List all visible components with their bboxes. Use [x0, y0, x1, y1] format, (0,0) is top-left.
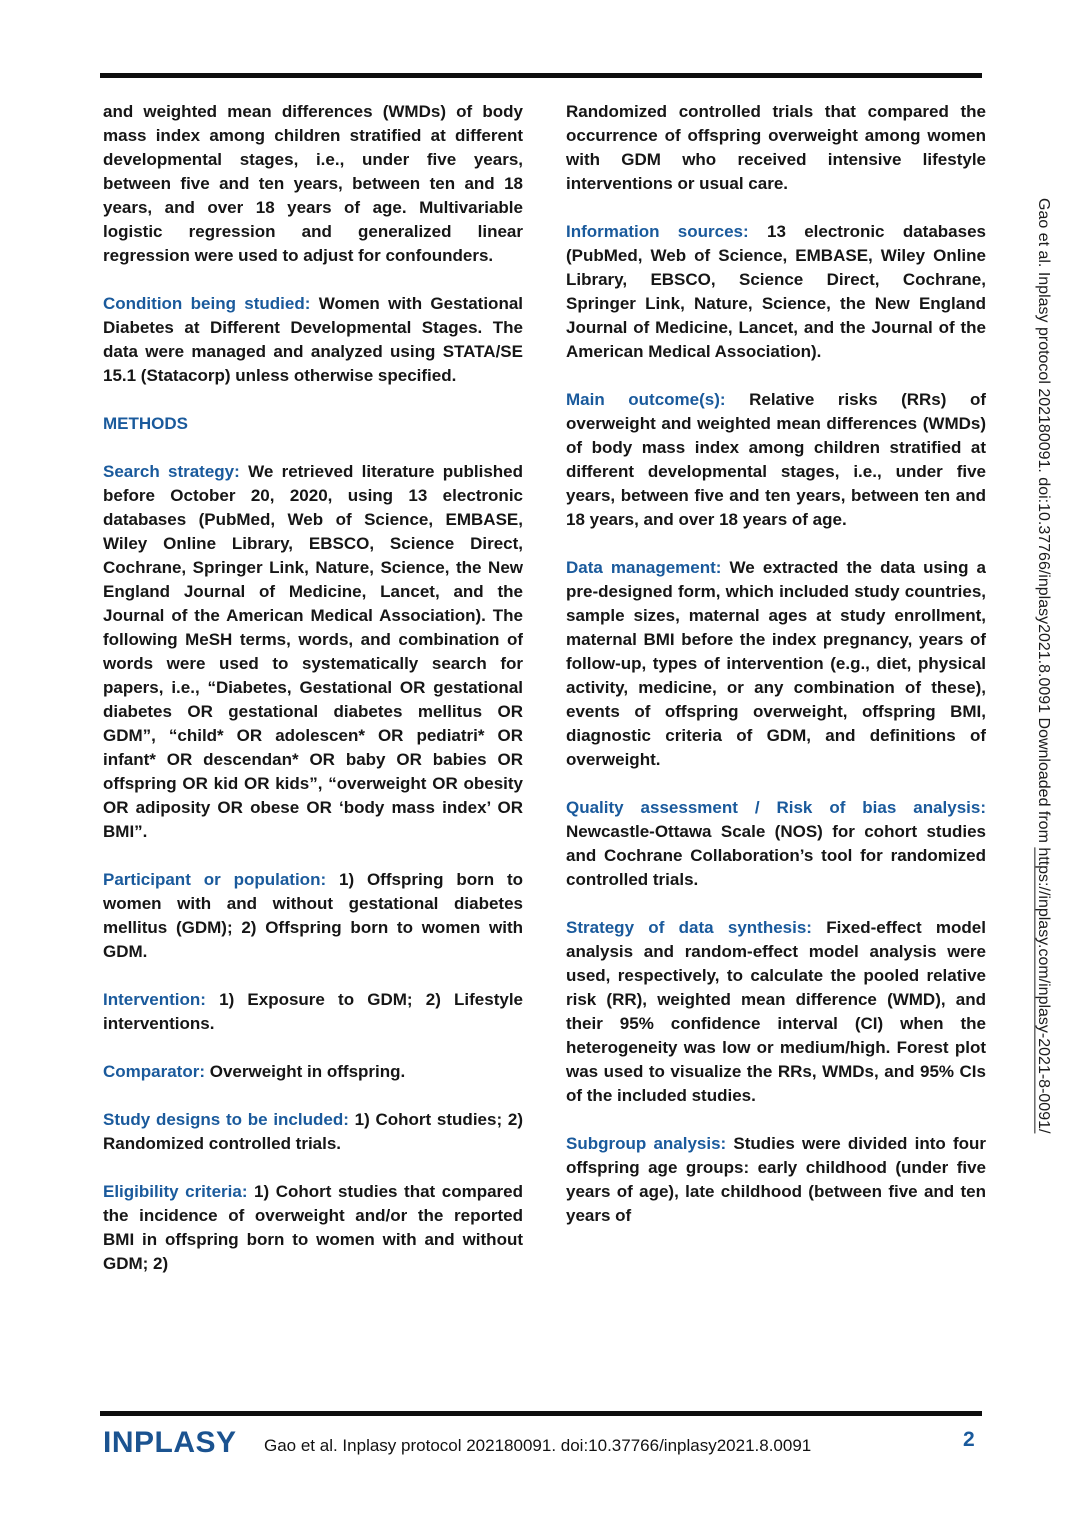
paragraph: Strategy of data synthesis: Fixed-effect model analysis and random-effect model analysis were used, respectively, to calculate the pooled relative risk (RR), weighted mean difference (WMD), and their 95% confidence interval (CI) when the heterogeneity was low or medium/high. Forest plot was used to visualize the RRs, WMDs, and 95% CIs of the included studies.: [566, 918, 986, 1105]
page-number: 2: [963, 1428, 975, 1451]
sidebar-citation: [1032, 198, 1054, 1133]
field-label: Participant or population:: [103, 870, 339, 889]
field-label: Intervention:: [103, 990, 220, 1009]
field-label: Eligibility criteria:: [103, 1182, 255, 1201]
field-label: Strategy of data synthesis:: [566, 918, 827, 937]
paragraph: Intervention: 1) Exposure to GDM; 2) Lifestyle interventions.: [103, 990, 523, 1033]
sidebar-citation-text: Gao et al. Inplasy protocol 202180091. doi:10.37766/inplasy2021.8.0091 Downloaded from: [1035, 198, 1052, 848]
field-label: Quality assessment / Risk of bias analysis:: [566, 798, 986, 817]
left-column: [103, 100, 523, 1400]
paragraph: Quality assessment / Risk of bias analysis: Newcastle-Ottawa Scale (NOS) for cohort studies and Cochrane Collaboration’s tool for randomized controlled trials.: [566, 798, 986, 889]
field-label: Search strategy:: [103, 462, 249, 481]
paragraph: Information sources: 13 electronic databases (PubMed, Web of Science, EMBASE, Wiley Online Library, EBSCO, Science Direct, Cochrane, Springer Link, Nature, Science, the New England Journal of Medicine, Lancet, and the Journal of the American Medical Association).: [566, 222, 986, 361]
field-label: Main outcome(s):: [566, 390, 750, 409]
paragraph: Participant or population: 1) Offspring born to women with and without gestational diabetes mellitus (GDM); 2) Offspring born to women with GDM.: [103, 870, 523, 961]
field-label: Condition being studied:: [103, 294, 319, 313]
footer-citation: Gao et al. Inplasy protocol 202180091. doi:10.37766/inplasy2021.8.0091: [264, 1436, 812, 1455]
right-column: [566, 100, 986, 1400]
paragraph: Study designs to be included: 1) Cohort studies; 2) Randomized controlled trials.: [103, 1110, 523, 1153]
field-label: Subgroup analysis:: [566, 1134, 734, 1153]
paragraph: Search strategy: We retrieved literature published before October 20, 2020, using 13 electronic databases (PubMed, Web of Science, EMBASE, Wiley Online Library, EBSCO, Science Direct, Cochrane, Springer Link, Nature, Science, the New England Journal of Medicine, Lancet, and the Journal of the American Medical Association). The following MeSH terms, words, and combination of words were used to systematically search for papers, i.e., “Diabetes, Gestational OR gestational diabetes OR gestational diabetes mellitus OR GDM”, “child* OR adolescen* OR pediatri* OR infant* OR descendan* OR baby OR babies OR offspring OR kid OR kids”, “overweight OR obesity OR adiposity OR obese OR ‘body mass index’ OR BMI”.: [103, 462, 523, 841]
field-label: Information sources:: [566, 222, 767, 241]
field-label: Comparator:: [103, 1062, 210, 1081]
field-label: Study designs to be included:: [103, 1110, 355, 1129]
bottom-rule: [100, 1411, 982, 1416]
top-rule: [100, 73, 982, 78]
paragraph: Comparator: Overweight in offspring.: [103, 1062, 406, 1081]
sidebar-citation-link[interactable]: https://inplasy.com/inplasy-2021-8-0091/: [1035, 847, 1052, 1134]
paragraph: Randomized controlled trials that compared the occurrence of offspring overweight among women with GDM who received intensive lifestyle interventions or usual care.: [566, 102, 986, 193]
paragraph: Data management: We extracted the data using a pre-designed form, which included study countries, sample sizes, maternal ages at study enrollment, maternal BMI before the index pregnancy, years of follow-up, types of intervention (e.g., diet, physical activity, medicine, or any combination of these), events of offspring overweight, offspring BMI, diagnostic criteria of GDM, and definitions of overweight.: [566, 558, 986, 769]
paragraph: Condition being studied: Women with Gestational Diabetes at Different Developmental Stages. The data were managed and analyzed using STATA/SE 15.1 (Statacorp) unless otherwise specified.: [103, 294, 523, 385]
paragraph: Eligibility criteria: 1) Cohort studies that compared the incidence of overweight and/or the reported BMI in offspring born to women with and without GDM; 2): [103, 1182, 523, 1273]
paragraph: and weighted mean differences (WMDs) of body mass index among children stratified at different developmental stages, i.e., under five years, between five and ten years, between ten and 18 years, and over 18 years of age. Multivariable logistic regression and generalized linear regression were used to adjust for confounders.: [103, 102, 523, 265]
section-heading: METHODS: [103, 414, 188, 433]
paragraph: Main outcome(s): Relative risks (RRs) of overweight and weighted mean differences (WMDs) of body mass index among children stratified at different developmental stages, i.e., under five years, between five and ten years, between ten and 18 years, and over 18 years of age.: [566, 390, 986, 529]
field-label: Data management:: [566, 558, 730, 577]
paragraph: Subgroup analysis: Studies were divided into four offspring age groups: early childhood (under five years of age), late childhood (between five and ten years of: [566, 1134, 986, 1225]
inplasy-logo: INPLASY: [103, 1426, 237, 1459]
